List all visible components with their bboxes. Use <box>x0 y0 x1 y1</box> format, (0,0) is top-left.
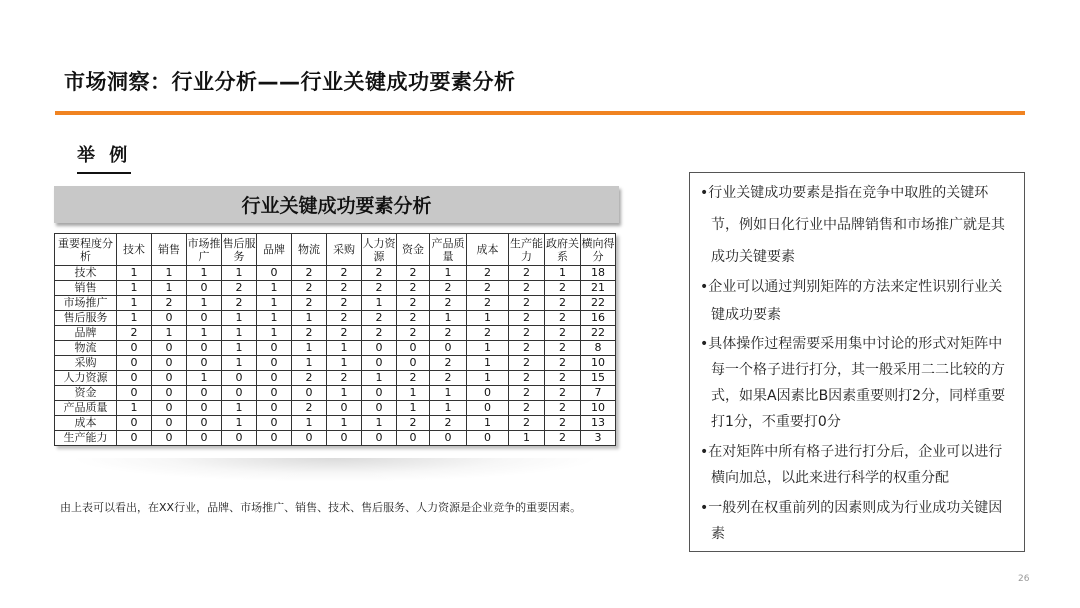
score-cell: 1 <box>187 371 222 386</box>
score-cell: 0 <box>257 401 292 416</box>
score-cell: 2 <box>397 416 430 431</box>
score-cell: 2 <box>292 326 327 341</box>
table-shadow <box>70 458 600 482</box>
score-cell: 1 <box>152 281 187 296</box>
column-header: 售后服务 <box>222 234 257 266</box>
score-cell: 2 <box>545 296 581 311</box>
score-cell: 0 <box>117 431 152 446</box>
score-cell: 1 <box>187 296 222 311</box>
matrix-corner-header: 重要程度分析 <box>55 234 117 266</box>
score-cell: 1 <box>327 341 362 356</box>
score-cell: 2 <box>545 401 581 416</box>
score-cell: 0 <box>362 356 397 371</box>
row-total-cell: 10 <box>581 401 616 416</box>
importance-matrix <box>54 233 616 446</box>
score-cell: 1 <box>292 416 327 431</box>
table-row <box>55 386 616 401</box>
score-cell: 1 <box>187 326 222 341</box>
row-label: 采购 <box>55 356 117 371</box>
note-item: •一般列在权重前列的因素则成为行业成功关键因素 <box>700 500 1003 542</box>
score-cell: 1 <box>292 341 327 356</box>
score-cell: 0 <box>187 281 222 296</box>
score-cell: 0 <box>187 416 222 431</box>
column-header: 政府关系 <box>545 234 581 266</box>
score-cell: 0 <box>362 401 397 416</box>
score-cell: 2 <box>509 401 545 416</box>
score-cell: 0 <box>362 431 397 446</box>
score-cell: 1 <box>222 341 257 356</box>
score-cell: 0 <box>152 371 187 386</box>
score-cell: 2 <box>292 296 327 311</box>
table-row <box>55 281 616 296</box>
score-cell: 2 <box>430 356 467 371</box>
score-cell: 2 <box>509 356 545 371</box>
score-cell: 2 <box>509 296 545 311</box>
score-cell: 2 <box>397 311 430 326</box>
column-header: 资金 <box>397 234 430 266</box>
score-cell: 2 <box>430 371 467 386</box>
score-cell: 0 <box>362 341 397 356</box>
score-cell: 0 <box>222 386 257 401</box>
row-label: 人力资源 <box>55 371 117 386</box>
score-cell: 0 <box>397 341 430 356</box>
column-header: 技术 <box>117 234 152 266</box>
table-row <box>55 326 616 341</box>
table-title-banner <box>54 186 619 223</box>
table-row <box>55 266 616 281</box>
score-cell: 2 <box>509 341 545 356</box>
row-label: 市场推广 <box>55 296 117 311</box>
table-row <box>55 296 616 311</box>
page-title: 市场洞察：行业分析——行业关键成功要素分析 <box>64 70 516 94</box>
score-cell: 0 <box>152 431 187 446</box>
table-row <box>55 356 616 371</box>
score-cell: 2 <box>545 416 581 431</box>
score-cell: 0 <box>187 401 222 416</box>
score-cell: 2 <box>509 311 545 326</box>
score-cell: 0 <box>222 431 257 446</box>
score-cell: 2 <box>397 281 430 296</box>
score-cell: 0 <box>397 356 430 371</box>
score-cell: 0 <box>292 386 327 401</box>
score-cell: 0 <box>117 356 152 371</box>
row-total-cell: 16 <box>581 311 616 326</box>
score-cell: 2 <box>292 266 327 281</box>
score-cell: 1 <box>430 266 467 281</box>
score-cell: 2 <box>467 281 509 296</box>
row-label: 技术 <box>55 266 117 281</box>
score-cell: 2 <box>327 371 362 386</box>
score-cell: 1 <box>222 416 257 431</box>
score-cell: 0 <box>257 341 292 356</box>
table-row <box>55 371 616 386</box>
score-cell: 2 <box>509 281 545 296</box>
matrix-header-row <box>55 234 616 266</box>
score-cell: 0 <box>152 386 187 401</box>
score-cell: 0 <box>362 386 397 401</box>
column-header: 市场推广 <box>187 234 222 266</box>
score-cell: 0 <box>117 371 152 386</box>
score-cell: 2 <box>327 311 362 326</box>
example-label: 举 例 <box>77 141 131 174</box>
score-cell: 0 <box>467 386 509 401</box>
row-total-cell: 8 <box>581 341 616 356</box>
score-cell: 0 <box>187 356 222 371</box>
score-cell: 1 <box>467 371 509 386</box>
row-label: 物流 <box>55 341 117 356</box>
column-header: 销售 <box>152 234 187 266</box>
row-label: 生产能力 <box>55 431 117 446</box>
score-cell: 2 <box>467 266 509 281</box>
score-cell: 2 <box>545 356 581 371</box>
row-total-cell: 15 <box>581 371 616 386</box>
score-cell: 2 <box>430 416 467 431</box>
table-row <box>55 341 616 356</box>
score-cell: 2 <box>430 296 467 311</box>
score-cell: 2 <box>430 281 467 296</box>
score-cell: 2 <box>327 266 362 281</box>
score-cell: 0 <box>117 341 152 356</box>
table-row <box>55 416 616 431</box>
score-cell: 0 <box>292 431 327 446</box>
score-cell: 0 <box>152 401 187 416</box>
score-cell: 1 <box>545 266 581 281</box>
column-header: 横向得分 <box>581 234 616 266</box>
score-cell: 1 <box>430 386 467 401</box>
score-cell: 1 <box>467 341 509 356</box>
row-total-cell: 21 <box>581 281 616 296</box>
page-number: 26 <box>1018 574 1030 584</box>
score-cell: 2 <box>362 311 397 326</box>
conclusion-text: 由上表可以看出，在XX行业，品牌、市场推广、销售、技术、售后服务、人力资源是企业竞争的重要因素。 <box>60 501 582 514</box>
score-cell: 2 <box>545 386 581 401</box>
column-header: 物流 <box>292 234 327 266</box>
score-cell: 2 <box>222 281 257 296</box>
score-cell: 1 <box>152 266 187 281</box>
table-title: 行业关键成功要素分析 <box>241 195 432 217</box>
score-cell: 2 <box>545 371 581 386</box>
score-cell: 2 <box>545 341 581 356</box>
score-cell: 0 <box>430 431 467 446</box>
score-cell: 0 <box>187 341 222 356</box>
score-cell: 1 <box>117 281 152 296</box>
score-cell: 0 <box>187 311 222 326</box>
score-cell: 2 <box>467 326 509 341</box>
score-cell: 0 <box>430 341 467 356</box>
column-header: 品牌 <box>257 234 292 266</box>
score-cell: 1 <box>222 311 257 326</box>
score-cell: 1 <box>222 401 257 416</box>
score-cell: 0 <box>222 371 257 386</box>
score-cell: 1 <box>430 311 467 326</box>
score-cell: 2 <box>117 326 152 341</box>
score-cell: 2 <box>545 431 581 446</box>
score-cell: 2 <box>327 326 362 341</box>
score-cell: 2 <box>362 266 397 281</box>
score-cell: 2 <box>152 296 187 311</box>
score-cell: 2 <box>327 296 362 311</box>
score-cell: 0 <box>257 266 292 281</box>
title-divider <box>55 111 1025 115</box>
row-total-cell: 22 <box>581 296 616 311</box>
score-cell: 2 <box>362 281 397 296</box>
score-cell: 0 <box>257 371 292 386</box>
row-total-cell: 18 <box>581 266 616 281</box>
row-total-cell: 7 <box>581 386 616 401</box>
table-row <box>55 401 616 416</box>
score-cell: 2 <box>292 371 327 386</box>
score-cell: 1 <box>397 386 430 401</box>
row-total-cell: 13 <box>581 416 616 431</box>
score-cell: 1 <box>362 416 397 431</box>
note-item: •在对矩阵中所有格子进行打分后，企业可以进行横向加总，以此来进行科学的权重分配 <box>700 444 1003 486</box>
score-cell: 0 <box>327 401 362 416</box>
score-cell: 2 <box>545 281 581 296</box>
row-total-cell: 10 <box>581 356 616 371</box>
column-header: 采购 <box>327 234 362 266</box>
score-cell: 0 <box>257 416 292 431</box>
score-cell: 1 <box>292 311 327 326</box>
score-cell: 2 <box>397 371 430 386</box>
score-cell: 0 <box>467 431 509 446</box>
score-cell: 1 <box>257 281 292 296</box>
score-cell: 1 <box>257 296 292 311</box>
column-header: 生产能力 <box>509 234 545 266</box>
score-cell: 1 <box>117 311 152 326</box>
score-cell: 1 <box>257 326 292 341</box>
table-row <box>55 311 616 326</box>
row-label: 成本 <box>55 416 117 431</box>
score-cell: 1 <box>117 401 152 416</box>
score-cell: 1 <box>467 311 509 326</box>
score-cell: 1 <box>362 371 397 386</box>
score-cell: 2 <box>222 296 257 311</box>
score-cell: 2 <box>397 326 430 341</box>
score-cell: 1 <box>467 356 509 371</box>
score-cell: 0 <box>397 431 430 446</box>
note-item: •企业可以通过判别矩阵的方法来定性识别行业关键成功要素 <box>700 279 1003 323</box>
row-total-cell: 3 <box>581 431 616 446</box>
score-cell: 0 <box>187 431 222 446</box>
score-cell: 0 <box>327 431 362 446</box>
score-cell: 1 <box>327 386 362 401</box>
score-cell: 2 <box>509 326 545 341</box>
score-cell: 1 <box>222 266 257 281</box>
row-label: 售后服务 <box>55 311 117 326</box>
row-label: 产品质量 <box>55 401 117 416</box>
score-cell: 0 <box>152 341 187 356</box>
column-header: 产品质量 <box>430 234 467 266</box>
table-row <box>55 431 616 446</box>
score-cell: 0 <box>152 356 187 371</box>
score-cell: 2 <box>545 326 581 341</box>
column-header: 人力资源 <box>362 234 397 266</box>
score-cell: 1 <box>292 356 327 371</box>
row-label: 销售 <box>55 281 117 296</box>
score-cell: 2 <box>362 326 397 341</box>
score-cell: 1 <box>117 266 152 281</box>
score-cell: 0 <box>117 386 152 401</box>
score-cell: 2 <box>509 416 545 431</box>
score-cell: 0 <box>152 311 187 326</box>
score-cell: 1 <box>467 416 509 431</box>
score-cell: 0 <box>467 401 509 416</box>
note-item: •具体操作过程需要采用集中讨论的形式对矩阵中每一个格子进行打分，其一般采用二二比较的方式，如果A因素比B因素重要则打2分，同样重要打1分，不重要打0分 <box>700 336 1006 430</box>
score-cell: 2 <box>397 266 430 281</box>
explanation-box <box>689 172 1025 552</box>
score-cell: 1 <box>152 326 187 341</box>
score-cell: 1 <box>430 401 467 416</box>
score-cell: 2 <box>509 386 545 401</box>
score-cell: 2 <box>509 266 545 281</box>
score-cell: 1 <box>117 296 152 311</box>
score-cell: 2 <box>509 371 545 386</box>
score-cell: 2 <box>292 281 327 296</box>
score-cell: 1 <box>187 266 222 281</box>
score-cell: 0 <box>117 416 152 431</box>
score-cell: 0 <box>257 356 292 371</box>
row-total-cell: 22 <box>581 326 616 341</box>
score-cell: 1 <box>362 296 397 311</box>
score-cell: 1 <box>327 356 362 371</box>
score-cell: 1 <box>222 326 257 341</box>
score-cell: 2 <box>397 296 430 311</box>
row-label: 品牌 <box>55 326 117 341</box>
score-cell: 0 <box>152 416 187 431</box>
score-cell: 1 <box>222 356 257 371</box>
score-cell: 2 <box>430 326 467 341</box>
score-cell: 0 <box>257 386 292 401</box>
score-cell: 2 <box>292 401 327 416</box>
score-cell: 1 <box>327 416 362 431</box>
score-cell: 1 <box>257 311 292 326</box>
score-cell: 0 <box>187 386 222 401</box>
score-cell: 2 <box>327 281 362 296</box>
score-cell: 2 <box>545 311 581 326</box>
column-header: 成本 <box>467 234 509 266</box>
score-cell: 1 <box>509 431 545 446</box>
score-cell: 2 <box>467 296 509 311</box>
score-cell: 0 <box>257 431 292 446</box>
row-label: 资金 <box>55 386 117 401</box>
note-item: •行业关键成功要素是指在竞争中取胜的关键环节，例如日化行业中品牌销售和市场推广就是其成功关键要素 <box>700 185 1005 265</box>
score-cell: 1 <box>397 401 430 416</box>
